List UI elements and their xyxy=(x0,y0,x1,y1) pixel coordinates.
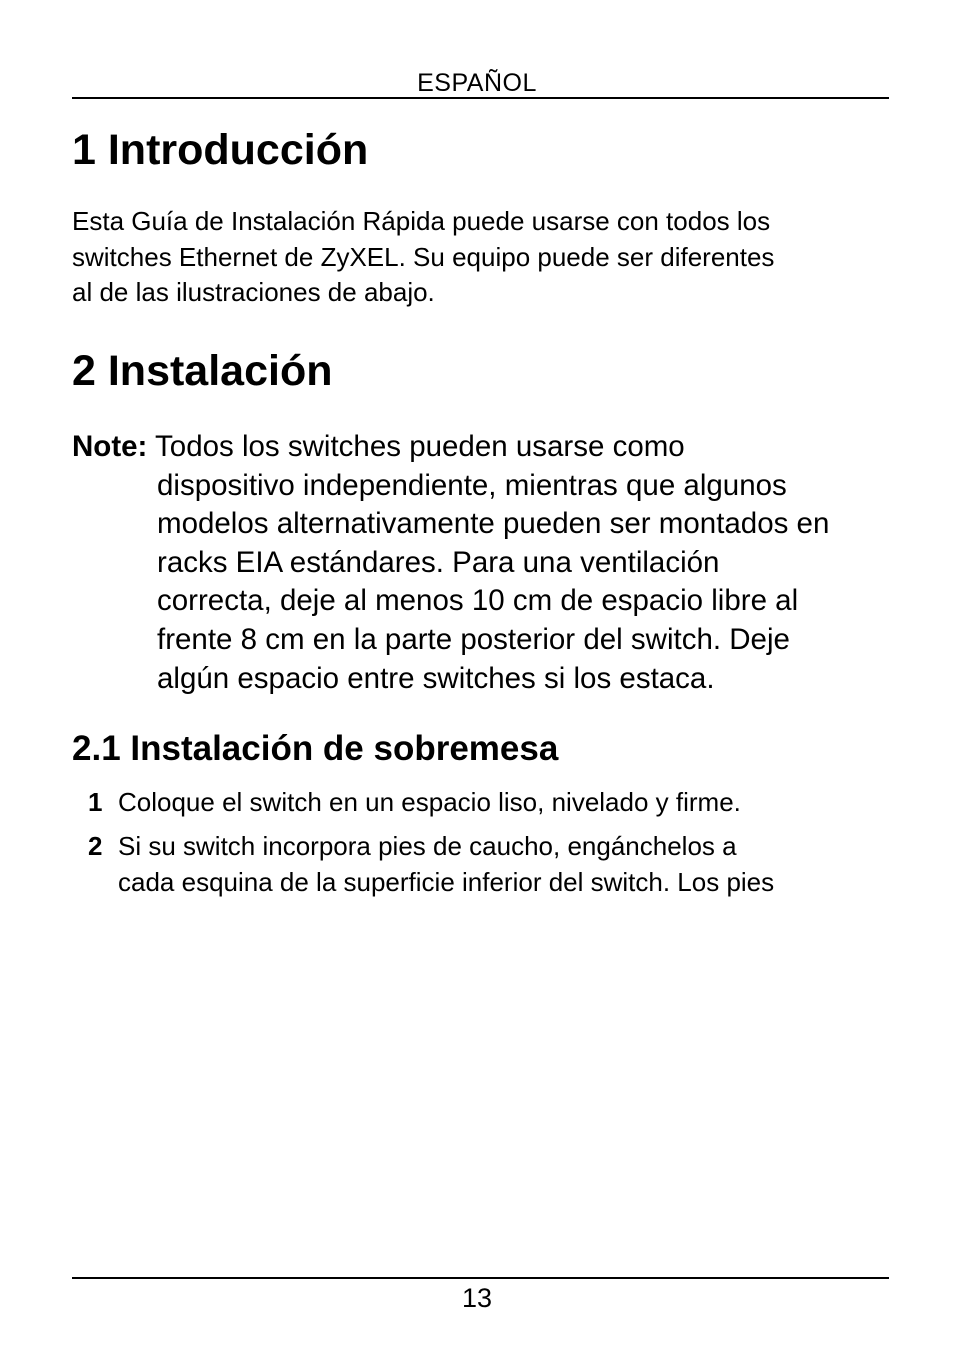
paragraph-line: Esta Guía de Instalación Rápida puede usarse con todos los xyxy=(72,206,771,236)
note-label: Note: xyxy=(72,430,148,463)
note-line: correcta, deje al menos 10 cm de espacio libre al xyxy=(157,584,799,618)
step-number: 2 xyxy=(88,831,103,861)
list-item xyxy=(88,828,898,900)
step-line: Si su switch incorpora pies de caucho, engánchelos a xyxy=(118,831,737,861)
note-line: racks EIA estándares. Para una ventilación xyxy=(157,545,720,579)
page-header-language: ESPAÑOL xyxy=(417,69,537,97)
desktop-installation-steps xyxy=(88,784,898,908)
step-line: Coloque el switch en un espacio liso, nivelado y firme. xyxy=(118,787,741,817)
introduction-paragraph xyxy=(72,204,902,311)
paragraph-line: al de las ilustraciones de abajo. xyxy=(72,277,435,307)
footer-divider xyxy=(72,1277,889,1279)
note-line: modelos alternativamente pueden ser montados en xyxy=(157,507,830,541)
paragraph-line: switches Ethernet de ZyXEL. Su equipo puede ser diferentes xyxy=(72,241,775,272)
page-number: 13 xyxy=(461,1283,493,1313)
installation-note xyxy=(72,428,902,698)
section-title-introduction: 1 Introducción xyxy=(72,126,369,174)
section-title-installation: 2 Instalación xyxy=(72,347,333,395)
step-number: 1 xyxy=(88,787,103,817)
note-line: dispositivo independiente, mientras que algunos xyxy=(157,468,787,502)
step-line: cada esquina de la superficie inferior del switch. Los pies xyxy=(118,867,775,897)
header-divider xyxy=(72,97,889,99)
step-text xyxy=(118,828,898,900)
step-text xyxy=(118,784,898,820)
list-item xyxy=(88,784,898,820)
note-line: algún espacio entre switches si los estaca. xyxy=(157,661,715,695)
note-line: frente 8 cm en la parte posterior del switch. Deje xyxy=(157,622,790,656)
note-line: Todos los switches pueden usarse como xyxy=(147,430,685,463)
subsection-title-desktop-installation: 2.1 Instalación de sobremesa xyxy=(72,729,559,768)
